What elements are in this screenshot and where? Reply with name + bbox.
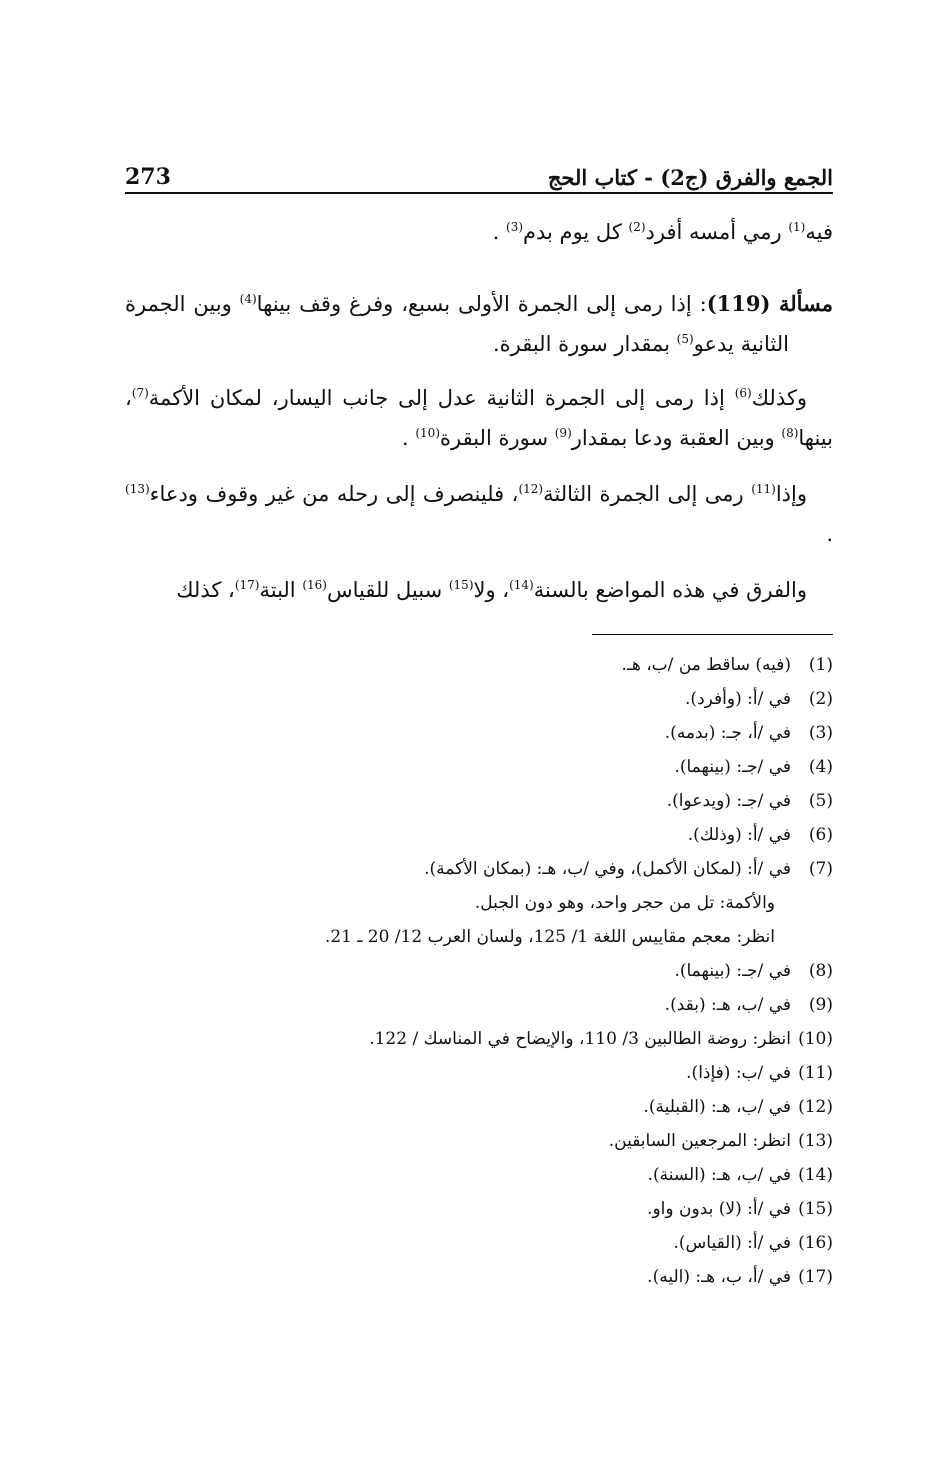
text: سبيل للقياس [326,578,449,602]
text: : إذا رمى إلى الجمرة الأولى بسبع، وفرغ وقف بينها [256,292,707,316]
text: وكذلك [751,386,807,410]
text: . [401,426,416,450]
footnote-number: (12) [798,1097,833,1117]
footnote-number: (7) [808,859,833,879]
footnote-number: (11) [798,1063,833,1083]
footnote-number: (2) [808,689,833,709]
text: رمي أمسه أفرد [645,220,789,244]
footnote [125,988,833,1022]
footnote-number: (4) [808,757,833,777]
header-rule [125,192,833,194]
issue-label: مسألة (119) [706,291,833,316]
text: ، فلينصرف إلى رحله من غير وقوف ودعاء [149,482,519,506]
footnote-text: في /أ: (لمكان الأكمل)، وفي /ب، هـ: (بمكان الأكمة). [424,859,791,879]
footnote [125,954,833,988]
paragraph-1 [125,212,833,252]
footnote-number: (10) [798,1029,833,1049]
text: وإذا [775,482,808,506]
footnote-ref: (5) [676,332,694,346]
footnote-text: في /أ: (وذلك). [687,825,791,845]
footnote-text: في /جـ: (بينهما). [674,757,791,777]
footnote [125,852,833,886]
footnote-ref: (2) [628,220,646,234]
footnote [125,1260,833,1294]
footnote-text: في /أ: (وأفرد). [685,689,791,709]
footnote-separator [592,634,833,635]
text: سورة البقرة [440,426,555,450]
footnote [125,1124,833,1158]
footnote-number: (5) [808,791,833,811]
footnote [125,750,833,784]
text: رمى إلى الجمرة الثالثة [543,482,752,506]
paragraph-5 [125,570,833,610]
footnote-ref: (16) [302,578,327,592]
running-title: الجمع والفرق (ج2) - كتاب الحج [547,165,833,190]
footnote-ref: (7) [131,386,149,400]
footnote [125,1022,833,1056]
text: بمقدار سورة البقرة. [492,332,677,356]
footnote [125,716,833,750]
paragraph-4 [125,474,833,554]
text: ، بينها [125,386,833,450]
text: ، كذلك [176,578,235,602]
footnote-text: في /أ: (لا) بدون واو. [647,1199,791,1219]
footnote [125,818,833,852]
footnote-ref: (1) [788,220,806,234]
text: فيه [805,220,833,244]
footnote-ref: (4) [239,292,257,306]
text: . [826,522,833,546]
footnote-ref: (14) [509,578,534,592]
footnote [125,1056,833,1090]
footnote-ref: (9) [554,426,572,440]
footnote-ref: (8) [781,426,799,440]
footnote [125,1226,833,1260]
footnote-number: (6) [808,825,833,845]
footnote-text: انظر: المرجعين السابقين. [608,1131,791,1151]
footnote-ref: (6) [734,386,752,400]
footnote-text: في /ب: (فإذا). [686,1063,791,1083]
page-number: 273 [125,164,171,190]
footnote-text: في /جـ: (بينهما). [674,961,791,981]
footnote-number: (14) [798,1165,833,1185]
footnote-text: في /ب، هـ: (بقد). [664,995,791,1015]
text: وبين الجمرة الثانية يدعو [125,292,789,356]
footnote-text: (فيه) ساقط من /ب، هـ. [621,655,791,675]
text: والفرق في هذه المواضع بالسنة [533,578,807,602]
footnote-ref: (15) [448,578,474,592]
footnote-ref: (3) [506,220,524,234]
footnote-text: انظر: روضة الطالبين 3/ 110، والإيضاح في المناسك / 122. [369,1029,791,1049]
footnote [125,784,833,818]
footnote [125,1158,833,1192]
footnote-text: في /ب، هـ: (القبلية). [643,1097,791,1117]
footnote-text: في /أ: (القياس). [673,1233,791,1253]
footnote-ref: (17) [234,578,260,592]
footnote-number: (16) [798,1233,833,1253]
footnote [125,682,833,716]
footnote-text: في /أ، جـ: (بدمه). [664,723,791,743]
footnote-number: (9) [808,995,833,1015]
text: البتة [259,578,303,602]
text: كل يوم بدم [523,220,629,244]
footnote-continuation: والأكمة: تل من حجر واحد، وهو دون الجبل. [474,893,775,913]
footnote [125,1192,833,1226]
text: إذا رمى إلى الجمرة الثانية عدل إلى جانب اليسار، لمكان الأكمة [148,386,735,410]
footnote-text: في /جـ: (ويدعوا). [666,791,791,811]
footnote-number: (1) [808,655,833,675]
footnote-continuation: انظر: معجم مقاييس اللغة 1/ 125، ولسان العرب 12/ 20 ـ 21. [324,927,775,947]
footnotes [125,648,833,1294]
footnote-number: (15) [798,1199,833,1219]
text: . [492,220,506,244]
footnote-ref: (11) [751,482,776,496]
paragraph-2 [125,284,833,364]
footnote-text: في /ب، هـ: (السنة). [647,1165,791,1185]
text: وبين العقبة ودعا بمقدار [571,426,782,450]
footnote-ref: (10) [415,426,440,440]
page-header [125,150,833,190]
footnote-number: (13) [798,1131,833,1151]
footnote-ref: (13) [125,482,150,496]
footnote [125,1090,833,1124]
footnote-text: في /أ، ب، هـ: (اليه). [647,1267,791,1287]
footnote-ref: (12) [518,482,544,496]
footnote-number: (8) [808,961,833,981]
footnote [125,648,833,682]
footnote-number: (3) [808,723,833,743]
footnote-number: (17) [798,1267,833,1287]
text: ، ولا [473,578,510,602]
paragraph-3 [125,378,833,458]
